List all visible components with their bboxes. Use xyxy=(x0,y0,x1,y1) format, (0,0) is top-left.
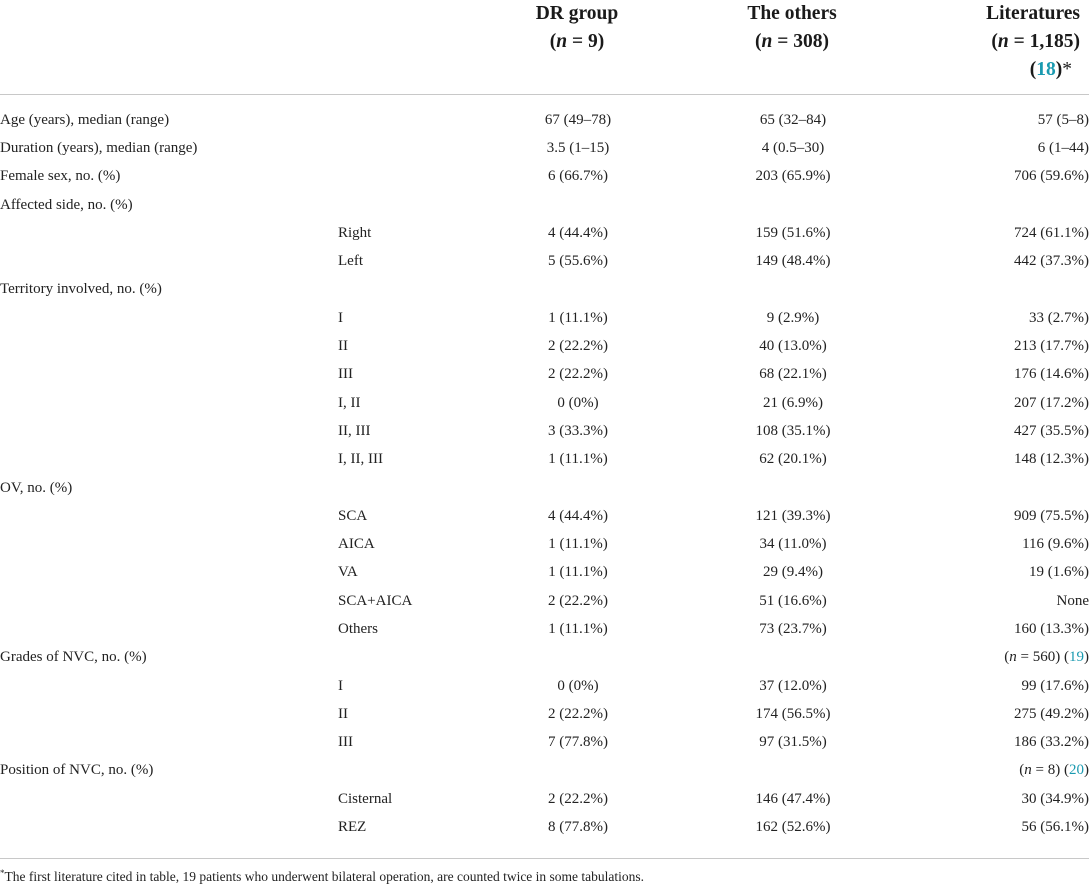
row-label xyxy=(0,729,338,757)
footnote-mark: * xyxy=(0,868,5,878)
cell-literatures: (n = 8) (20) xyxy=(1019,762,1089,779)
cell-literatures: 176 (14.6%) xyxy=(1014,366,1089,383)
cell-dr-group: 2 (22.2%) xyxy=(548,705,608,722)
row-subcategory: Left xyxy=(338,253,363,270)
row-subcategory: REZ xyxy=(338,819,367,836)
reference-link-20[interactable]: 20 xyxy=(1069,762,1084,779)
row-label: Territory involved, no. (%) xyxy=(0,281,162,298)
cell-the-others xyxy=(663,276,923,304)
data-table xyxy=(0,106,1089,842)
row-subcategory: II, III xyxy=(338,422,371,439)
row-subcategory xyxy=(338,644,493,672)
header-dr-group-n: (n = 9) xyxy=(549,31,605,52)
row-subcategory: I xyxy=(338,677,343,694)
cell-dr-group: 3.5 (1–15) xyxy=(546,139,610,156)
row-label: Grades of NVC, no. (%) xyxy=(0,649,147,666)
table-row xyxy=(0,106,1089,134)
table-row xyxy=(0,615,1089,643)
row-subcategory: II xyxy=(338,705,348,722)
cell-dr-group xyxy=(493,644,663,672)
table-row xyxy=(0,729,1089,757)
cell-literatures: 6 (1–44) xyxy=(1037,139,1089,156)
row-subcategory xyxy=(338,134,493,162)
literature-subgroup-n: (n = 560) xyxy=(1004,649,1061,666)
reference-link-18[interactable]: 18 xyxy=(1036,59,1056,80)
row-label xyxy=(0,813,338,841)
row-label xyxy=(0,672,338,700)
row-subcategory: I, II, III xyxy=(338,451,383,468)
cell-literatures: 56 (56.1%) xyxy=(1021,819,1089,836)
table-row xyxy=(0,247,1089,275)
row-subcategory: Right xyxy=(338,224,372,241)
table-row xyxy=(0,304,1089,332)
row-subcategory: I, II xyxy=(338,394,361,411)
header-dr-group-name: DR group xyxy=(535,3,619,24)
cell-the-others: 159 (51.6%) xyxy=(755,224,831,241)
row-label xyxy=(0,219,338,247)
table-row xyxy=(0,417,1089,445)
row-label xyxy=(0,559,338,587)
table-row xyxy=(0,785,1089,813)
row-label xyxy=(0,530,338,558)
cell-dr-group: 2 (22.2%) xyxy=(548,790,608,807)
table-row xyxy=(0,530,1089,558)
row-label xyxy=(0,502,338,530)
cell-the-others: 146 (47.4%) xyxy=(755,790,831,807)
row-label xyxy=(0,700,338,728)
row-label xyxy=(0,785,338,813)
row-label xyxy=(0,332,338,360)
table-row xyxy=(0,757,1089,785)
table-row xyxy=(0,474,1089,502)
row-subcategory: Cisternal xyxy=(338,790,393,807)
cell-the-others: 62 (20.1%) xyxy=(759,451,827,468)
cell-literatures: 148 (12.3%) xyxy=(1014,451,1089,468)
header-literatures-ref: (18)* xyxy=(1029,59,1072,80)
row-subcategory: III xyxy=(338,734,353,751)
header-the-others-name: The others xyxy=(747,3,837,24)
footer-rule xyxy=(0,858,1089,859)
row-label xyxy=(0,417,338,445)
cell-literatures: 19 (1.6%) xyxy=(1029,564,1089,581)
literature-subgroup-n: (n = 8) xyxy=(1019,762,1061,779)
cell-the-others xyxy=(663,474,923,502)
cell-dr-group: 1 (11.1%) xyxy=(548,536,608,553)
cell-the-others: 162 (52.6%) xyxy=(755,819,831,836)
cell-the-others: 97 (31.5%) xyxy=(759,734,827,751)
cell-literatures: None xyxy=(1056,592,1089,609)
cell-dr-group: 2 (22.2%) xyxy=(548,366,608,383)
header-literatures xyxy=(922,0,1080,84)
row-label: OV, no. (%) xyxy=(0,479,73,496)
row-subcategory xyxy=(338,163,493,191)
cell-dr-group: 1 (11.1%) xyxy=(548,309,608,326)
cell-the-others: 51 (16.6%) xyxy=(759,592,827,609)
row-label: Age (years), median (range) xyxy=(0,111,170,128)
cell-literatures: 207 (17.2%) xyxy=(1014,394,1089,411)
cell-dr-group: 6 (66.7%) xyxy=(548,168,608,185)
table-row xyxy=(0,134,1089,162)
row-label xyxy=(0,587,338,615)
cell-the-others: 29 (9.4%) xyxy=(763,564,823,581)
row-label xyxy=(0,615,338,643)
cell-literatures xyxy=(923,474,1089,502)
table-row xyxy=(0,813,1089,841)
reference-link-19[interactable]: 19 xyxy=(1069,649,1084,666)
row-subcategory: I xyxy=(338,309,343,326)
row-label xyxy=(0,304,338,332)
cell-dr-group: 3 (33.3%) xyxy=(548,422,608,439)
cell-dr-group: 1 (11.1%) xyxy=(548,564,608,581)
cell-the-others: 40 (13.0%) xyxy=(759,338,827,355)
row-label: Duration (years), median (range) xyxy=(0,139,198,156)
row-subcategory: VA xyxy=(338,564,358,581)
cell-dr-group: 67 (49–78) xyxy=(544,111,612,128)
table-row xyxy=(0,700,1089,728)
cell-the-others: 203 (65.9%) xyxy=(755,168,831,185)
row-subcategory: Others xyxy=(338,620,378,637)
cell-literatures: 213 (17.7%) xyxy=(1014,338,1089,355)
cell-dr-group: 0 (0%) xyxy=(557,677,599,694)
cell-dr-group: 8 (77.8%) xyxy=(548,819,608,836)
cell-dr-group: 2 (22.2%) xyxy=(548,592,608,609)
cell-the-others: 121 (39.3%) xyxy=(755,507,831,524)
header-dr-group xyxy=(492,0,662,56)
cell-dr-group: 4 (44.4%) xyxy=(548,224,608,241)
cell-dr-group xyxy=(493,191,663,219)
row-label xyxy=(0,446,338,474)
table-row xyxy=(0,587,1089,615)
table-row xyxy=(0,446,1089,474)
row-subcategory xyxy=(338,757,493,785)
row-subcategory xyxy=(338,106,493,134)
table-row xyxy=(0,163,1089,191)
cell-dr-group xyxy=(493,757,663,785)
cell-the-others: 37 (12.0%) xyxy=(759,677,827,694)
cell-the-others: 65 (32–84) xyxy=(759,111,827,128)
cell-the-others: 149 (48.4%) xyxy=(755,253,831,270)
cell-dr-group xyxy=(493,474,663,502)
cell-literatures: 442 (37.3%) xyxy=(1014,253,1089,270)
cell-literatures: 116 (9.6%) xyxy=(1022,536,1089,553)
cell-dr-group xyxy=(493,276,663,304)
cell-the-others: 9 (2.9%) xyxy=(766,309,820,326)
cell-literatures: 30 (34.9%) xyxy=(1021,790,1089,807)
footnote-text: The first literature cited in table, 19 patients who underwent bilateral operation, are counted twice in some tabulations. xyxy=(4,869,645,884)
row-subcategory: SCA+AICA xyxy=(338,592,413,609)
cell-the-others: 4 (0.5–30) xyxy=(761,139,825,156)
table-row xyxy=(0,332,1089,360)
table-row xyxy=(0,559,1089,587)
cell-the-others: 34 (11.0%) xyxy=(759,536,827,553)
cell-literatures: (n = 560) (19) xyxy=(1004,649,1089,666)
cell-literatures: 724 (61.1%) xyxy=(1014,224,1089,241)
cell-dr-group: 1 (11.1%) xyxy=(548,451,608,468)
cell-the-others: 73 (23.7%) xyxy=(759,620,827,637)
header-literatures-n: (n = 1,185) xyxy=(991,31,1080,52)
row-label xyxy=(0,361,338,389)
row-subcategory: AICA xyxy=(338,536,375,553)
row-subcategory xyxy=(338,276,493,304)
cell-dr-group: 5 (55.6%) xyxy=(548,253,608,270)
header-literatures-name: Literatures xyxy=(986,3,1080,24)
table-row xyxy=(0,644,1089,672)
header-the-others-n: (n = 308) xyxy=(755,31,829,52)
table-row xyxy=(0,191,1089,219)
cell-the-others: 108 (35.1%) xyxy=(755,422,831,439)
cell-dr-group: 7 (77.8%) xyxy=(548,734,608,751)
cell-the-others xyxy=(663,757,923,785)
cell-literatures xyxy=(923,276,1089,304)
row-label xyxy=(0,247,338,275)
table-row xyxy=(0,219,1089,247)
row-subcategory: II xyxy=(338,338,348,355)
cell-literatures: 275 (49.2%) xyxy=(1014,705,1089,722)
row-subcategory xyxy=(338,474,493,502)
header-rule xyxy=(0,94,1089,95)
footnote xyxy=(0,868,644,885)
row-label xyxy=(0,389,338,417)
row-subcategory: SCA xyxy=(338,507,368,524)
cell-dr-group: 2 (22.2%) xyxy=(548,338,608,355)
cell-dr-group: 1 (11.1%) xyxy=(548,620,608,637)
cell-dr-group: 4 (44.4%) xyxy=(548,507,608,524)
cell-literatures: 57 (5–8) xyxy=(1037,111,1089,128)
cell-the-others: 21 (6.9%) xyxy=(763,394,823,411)
table-row xyxy=(0,361,1089,389)
row-label: Position of NVC, no. (%) xyxy=(0,762,154,779)
cell-literatures xyxy=(923,191,1089,219)
cell-the-others xyxy=(663,644,923,672)
row-subcategory xyxy=(338,191,493,219)
header-the-others xyxy=(662,0,922,56)
cell-literatures: 160 (13.3%) xyxy=(1014,620,1089,637)
cell-literatures: 99 (17.6%) xyxy=(1021,677,1089,694)
cell-the-others: 68 (22.1%) xyxy=(759,366,827,383)
table-row xyxy=(0,276,1089,304)
cell-the-others xyxy=(663,191,923,219)
row-label: Female sex, no. (%) xyxy=(0,168,121,185)
cell-literatures: 427 (35.5%) xyxy=(1014,422,1089,439)
row-label: Affected side, no. (%) xyxy=(0,196,133,213)
table-row xyxy=(0,389,1089,417)
cell-literatures: 186 (33.2%) xyxy=(1014,734,1089,751)
cell-dr-group: 0 (0%) xyxy=(557,394,599,411)
cell-the-others: 174 (56.5%) xyxy=(755,705,831,722)
cell-literatures: 706 (59.6%) xyxy=(1014,168,1089,185)
cell-literatures: 33 (2.7%) xyxy=(1029,309,1089,326)
row-subcategory: III xyxy=(338,366,353,383)
table-row xyxy=(0,502,1089,530)
cell-literatures: 909 (75.5%) xyxy=(1014,507,1089,524)
table-row xyxy=(0,672,1089,700)
